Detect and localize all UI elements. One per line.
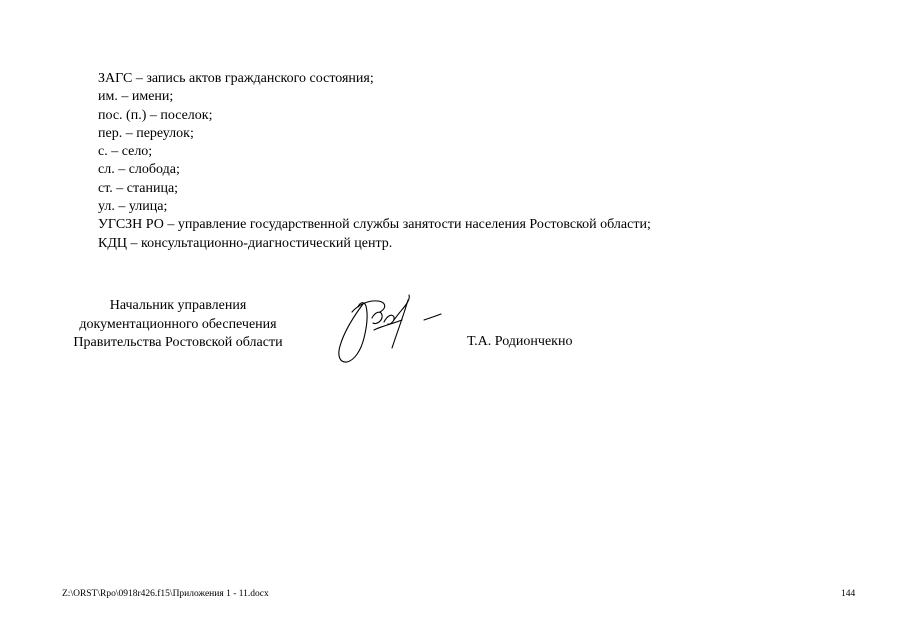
position-line: Правительства Ростовской области xyxy=(73,335,283,350)
abbreviation-list xyxy=(98,70,651,253)
position-line: Начальник управления xyxy=(109,298,247,313)
position-line: документационного обеспечения xyxy=(79,316,277,332)
abbreviation-item: ст. – станица; xyxy=(98,180,179,196)
signatory-name: Т.А. Родиончекно xyxy=(467,334,573,349)
handwritten-signature xyxy=(330,290,445,370)
signatory-position xyxy=(52,297,304,353)
abbreviation-item: с. – село; xyxy=(98,144,153,160)
abbreviation-item: сл. – слобода; xyxy=(98,162,180,178)
abbreviation-item: ул. – улица; xyxy=(98,199,168,215)
abbreviation-item: УГСЗН РО – управление государственной службы занятости населения Ростовской области; xyxy=(98,217,651,233)
abbreviation-item: им. – имени; xyxy=(98,89,174,105)
abbreviation-item: пос. (п.) – поселок; xyxy=(98,107,213,123)
abbreviation-item: ЗАГС – запись актов гражданского состояния; xyxy=(98,71,374,86)
abbreviation-item: пер. – переулок; xyxy=(98,125,194,141)
page-number: 144 xyxy=(841,589,856,599)
footer-file-path: Z:\ORST\Rpo\0918r426.f15\Приложения 1 - 11.docx xyxy=(62,589,269,599)
abbreviation-item: КДЦ – консультационно-диагностический центр. xyxy=(98,235,393,251)
